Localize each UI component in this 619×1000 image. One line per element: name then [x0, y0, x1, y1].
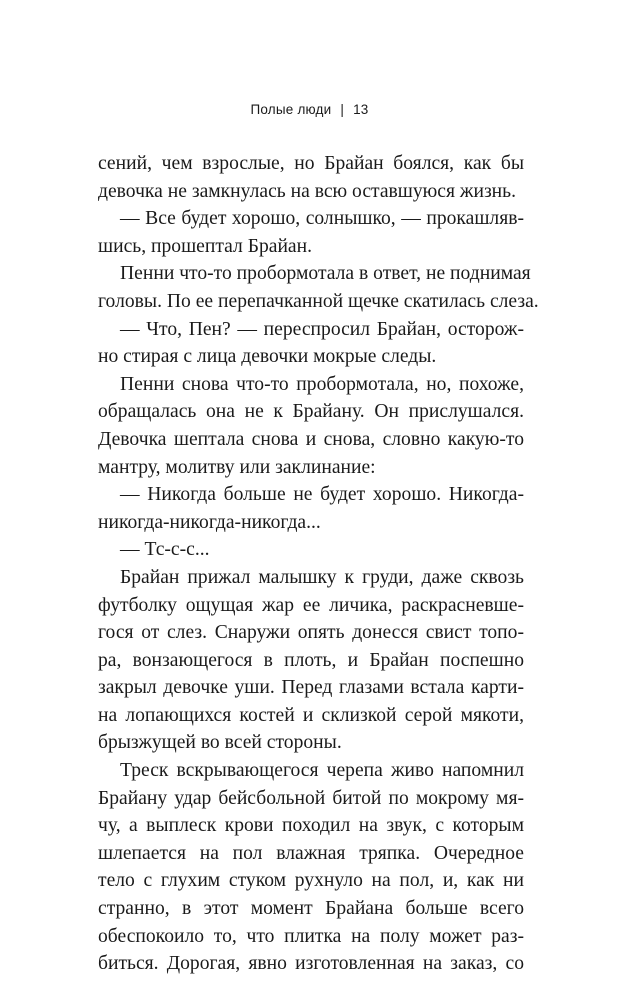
text-line: обеспокоило то, что плитка на полу может раз-	[98, 925, 524, 947]
text-line: Брайану удар бейсбольной битой по мокрому мя-	[98, 787, 524, 809]
text-line: — Тс-с-с...	[120, 539, 210, 561]
text-line: закрыл девочке уши. Перед глазами встала карти-	[98, 677, 524, 699]
page-number: 13	[353, 102, 369, 117]
text-line: мантру, молитву или заклинание:	[98, 456, 376, 478]
text-line: ра, вонзающегося в плоть, и Брайан поспешно	[98, 649, 524, 671]
text-line: обращалась она не к Брайану. Он прислушался.	[98, 401, 524, 423]
text-line: — Никогда больше не будет хорошо. Никогда-	[120, 484, 524, 506]
text-line: Брайан прижал малышку к груди, даже сквозь	[120, 566, 524, 588]
text-line: биться. Дорогая, явно изготовленная на заказ, со	[98, 953, 524, 975]
text-line: тело с глухим стуком рухнуло на пол, и, как ни	[98, 870, 524, 892]
running-header	[0, 102, 619, 117]
text-line: Девочка шептала снова и снова, словно какую-то	[98, 428, 524, 450]
text-line: шись, прошептал Брайан.	[98, 235, 313, 257]
text-line: шлепается на пол влажная тряпка. Очередное	[98, 842, 524, 864]
body-text	[98, 150, 539, 978]
book-title: Полые люди	[250, 102, 332, 117]
text-line: головы. По ее перепачканной щечке скатилась слеза.	[98, 290, 539, 312]
text-line: Треск вскрывающегося черепа живо напомнил	[120, 760, 524, 782]
text-line: — Все будет хорошо, солнышко, — прокашляв-	[120, 208, 524, 230]
text-line: чу, а выплеск крови походил на звук, с которым	[98, 815, 524, 837]
text-line: странно, в этот момент Брайана больше всего	[98, 898, 524, 920]
text-line: никогда-никогда-никогда...	[98, 511, 321, 533]
text-line: но стирая с лица девочки мокрые следы.	[98, 346, 437, 368]
text-line: брызжущей во всей стороны.	[98, 732, 342, 754]
text-line: на лопающихся костей и склизкой серой мякоти,	[98, 704, 524, 726]
text-line: Пенни снова что-то пробормотала, но, похоже,	[120, 373, 524, 395]
text-line: девочка не замкнулась на всю оставшуюся жизнь.	[98, 180, 517, 202]
text-line: футболку ощущая жар ее личика, раскрасневше-	[98, 594, 524, 616]
text-line: — Что, Пен? — переспросил Брайан, осторож-	[120, 318, 524, 340]
header-separator: |	[340, 102, 345, 117]
text-line: гося от слез. Снаружи опять донесся свист топо-	[98, 622, 524, 644]
text-line: сений, чем взрослые, но Брайан боялся, как бы	[98, 153, 524, 174]
text-line: Пенни что-то пробормотала в ответ, не поднимая	[120, 263, 531, 285]
